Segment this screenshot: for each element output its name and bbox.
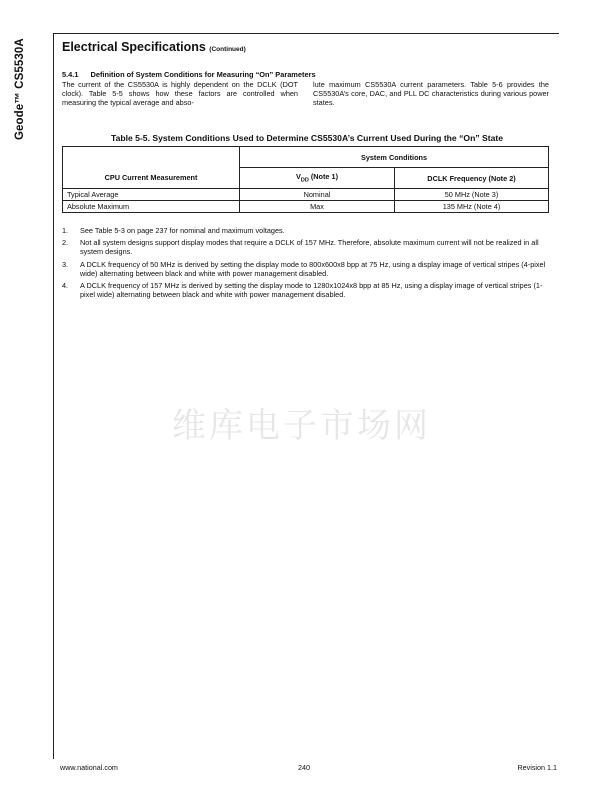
note-number: 2. bbox=[62, 238, 69, 248]
section-heading bbox=[62, 70, 316, 79]
table-cell: 50 MHz (Note 3) bbox=[395, 189, 549, 201]
column-header-vdd bbox=[240, 168, 395, 189]
table-row bbox=[63, 189, 549, 201]
note-text: A DCLK frequency of 50 MHz is derived by setting the display mode to 800x600x8 bpp at 75 Hz, using a display image of vertical stripes (4-pixel wide) alternating between black and white with power management disabled. bbox=[80, 259, 546, 278]
table-cell: 135 MHz (Note 4) bbox=[395, 201, 549, 213]
side-title: Geode™ CS5530A bbox=[14, 38, 26, 140]
note-text: See Table 5-3 on page 237 for nominal and maximum voltages. bbox=[80, 226, 285, 235]
footer-revision: Revision 1.1 bbox=[517, 763, 557, 772]
table-caption: Table 5-5. System Conditions Used to Determine CS5530A’s Current Used During the “On” State bbox=[110, 133, 504, 143]
footer-page-number: 240 bbox=[298, 763, 310, 772]
note-text: Not all system designs support display modes that require a DCLK of 157 MHz. Therefore, absolute maximum current will not be realized in all system designs. bbox=[80, 238, 539, 257]
table-row bbox=[63, 201, 549, 213]
section-number: 5.4.1 bbox=[62, 70, 79, 79]
note-text: A DCLK frequency of 157 MHz is derived by setting the display mode to 1280x1024x8 bpp at 85 Hz, using a display image of vertical stripes (1-pixel wide) alternating between black and white with power management disabled. bbox=[80, 281, 543, 300]
table-notes bbox=[62, 226, 550, 302]
watermark: 维库电子市场网 bbox=[172, 406, 431, 446]
page-header bbox=[62, 40, 246, 54]
note-item bbox=[62, 281, 550, 299]
column-header-dclk: DCLK Frequency (Note 2) bbox=[395, 168, 549, 189]
vdd-subscript: DD bbox=[300, 177, 309, 184]
table-cell: Absolute Maximum bbox=[63, 201, 240, 213]
vdd-note: (Note 1) bbox=[308, 172, 339, 182]
note-item bbox=[62, 260, 550, 278]
table-cell: Nominal bbox=[240, 189, 395, 201]
note-item bbox=[62, 238, 550, 256]
section-title: Definition of System Conditions for Measuring “On” Parameters bbox=[90, 70, 316, 79]
footer-website: www.national.com bbox=[60, 763, 118, 772]
table-cell: Max bbox=[240, 201, 395, 213]
vdd-symbol: V bbox=[295, 172, 301, 182]
section-body-left: The current of the CS5530A is highly dependent on the DCLK (DOT clock). Table 5-5 shows how these factors are controlled when measuring the typical average and abso- bbox=[62, 80, 298, 108]
table-corner-cell bbox=[63, 147, 240, 168]
note-number: 3. bbox=[62, 259, 69, 269]
page-title-continued: (Continued) bbox=[209, 46, 246, 53]
section-body-right: lute maximum CS5530A current parameters. Table 5-6 provides the CS5530A’s core, DAC, and PLL DC characteristics during various power states. bbox=[313, 80, 549, 108]
note-number: 1. bbox=[62, 226, 69, 235]
page-title: Electrical Specifications bbox=[62, 40, 206, 54]
table-group-header: System Conditions bbox=[240, 147, 549, 168]
note-item bbox=[62, 226, 550, 235]
column-header-cpu-measurement: CPU Current Measurement bbox=[63, 168, 240, 189]
system-conditions-table bbox=[62, 146, 549, 213]
table-cell: Typical Average bbox=[63, 189, 240, 201]
note-number: 4. bbox=[62, 281, 69, 291]
